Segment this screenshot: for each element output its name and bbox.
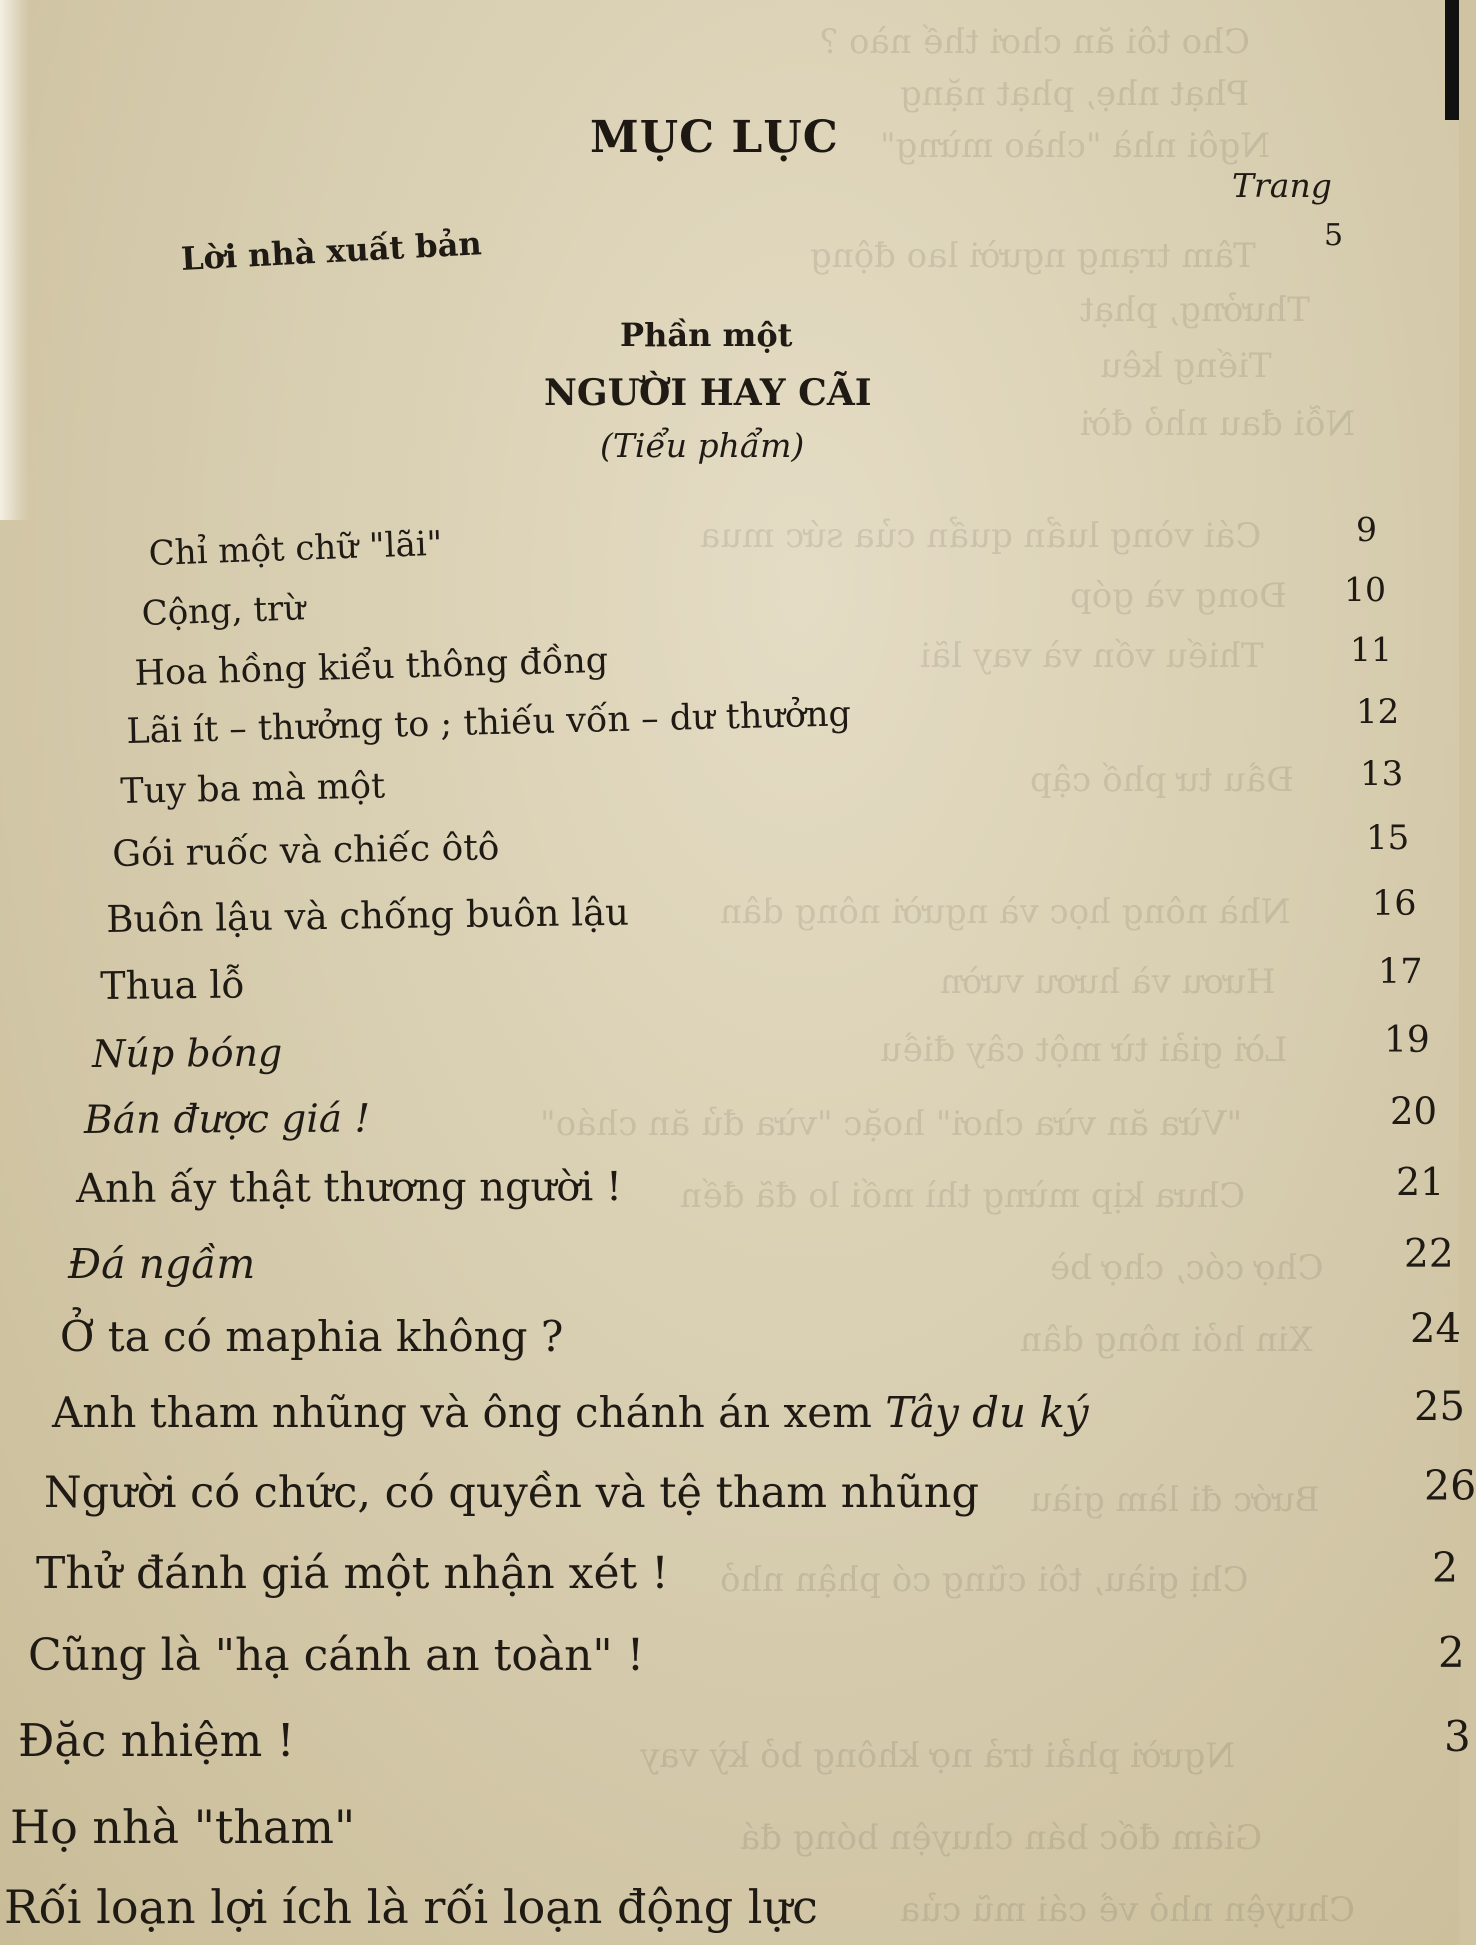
part-title: NGƯỜI HAY CÃI — [544, 372, 872, 414]
toc-entry-title: Anh ấy thật thương người ! — [76, 1164, 623, 1212]
toc-intro-page: 5 — [1324, 218, 1344, 253]
toc-entry-page: 25 — [1414, 1384, 1465, 1430]
bleed-through-text: Tâm trạng người lao động — [810, 236, 1256, 276]
bleed-through-text: Lời giải từ một cây điều — [880, 1030, 1288, 1070]
toc-entry-title: Đá ngầm — [68, 1240, 256, 1288]
bleed-through-text: Đầu tư phố cập — [1030, 760, 1294, 800]
toc-entry-page: 26 — [1424, 1462, 1476, 1510]
toc-entry-title-part: Anh tham nhũng và ông chánh án xem — [52, 1388, 886, 1437]
toc-entry-page: 2 — [1438, 1628, 1465, 1677]
toc-entry-page: 11 — [1350, 630, 1392, 669]
bleed-through-text: Bước đi làm giàu — [1030, 1480, 1320, 1520]
bleed-through-text: "Vừa ăn vừa chơi" hoặc "vừa đủ ăn cháo" — [540, 1104, 1243, 1144]
bleed-through-text: Cho tôi ăn chơi thế nào ? — [820, 22, 1251, 62]
toc-entry-page: 24 — [1410, 1306, 1461, 1352]
toc-entry-title: Bán được giá ! — [84, 1096, 371, 1143]
toc-entry-title — [52, 1388, 1089, 1437]
toc-entry-title: Đặc nhiệm ! — [18, 1714, 295, 1767]
toc-entry-page: 13 — [1360, 754, 1404, 794]
toc-entry-page: 16 — [1372, 884, 1417, 924]
page-column-label: Trang — [1232, 166, 1332, 205]
background-corner — [1445, 0, 1459, 120]
toc-entry-page: 17 — [1378, 952, 1423, 992]
toc-entry-title: Người có chức, có quyền và tệ tham nhũng — [44, 1468, 979, 1518]
toc-entry-title: Họ nhà "tham" — [10, 1800, 356, 1854]
toc-entry-page: 19 — [1384, 1020, 1430, 1061]
toc-entry-page: 10 — [1344, 570, 1386, 609]
toc-entry-title-italic: Tây du ký — [885, 1388, 1089, 1437]
toc-entry-page: 21 — [1396, 1160, 1445, 1204]
bleed-through-text: Xin hỏi nông dân — [1020, 1320, 1313, 1360]
bleed-through-text: Chị giàu, tôi cũng có phận nhỏ — [720, 1560, 1249, 1600]
toc-entry-page: 22 — [1404, 1232, 1454, 1277]
toc-entry-title: Gói ruốc và chiếc ôtô — [112, 827, 500, 875]
bleed-through-text: Nỗi đau nhỏ đời — [1080, 404, 1356, 444]
bleed-through-text: Chuyện nhỏ về cái mũ của — [900, 1890, 1355, 1930]
toc-entry-title: Chỉ một chữ "lãi" — [148, 523, 443, 574]
toc-entry-title: Thử đánh giá một nhận xét ! — [36, 1548, 669, 1599]
bleed-through-text: Nhà nông học và người nông dân — [720, 892, 1291, 932]
toc-entry-page: 2 — [1432, 1544, 1459, 1592]
bleed-through-text: Người phải trả nợ không bỏ kỳ vay — [640, 1736, 1236, 1776]
bleed-through-text: Đong và góp — [1070, 576, 1287, 616]
bleed-through-text: Thưởng, phạt — [1080, 290, 1310, 330]
toc-entry-page: 12 — [1356, 692, 1400, 732]
toc-entry-title: Lãi ít – thưởng to ; thiếu vốn – dư thưởng — [126, 694, 852, 752]
bleed-through-text: Tiếng kêu — [1100, 346, 1272, 386]
page-title: MỤC LỤC — [590, 112, 839, 163]
toc-entry-title: Buôn lậu và chống buôn lậu — [106, 890, 630, 941]
toc-entry-title: Cũng là "hạ cánh an toàn" ! — [28, 1630, 645, 1681]
toc-entry-title: Thua lỗ — [100, 962, 245, 1008]
bleed-through-text: Phạt nhẹ, phạt nặng — [900, 74, 1250, 114]
bleed-through-text: Cái vòng luẩn quẩn của sức mua — [700, 516, 1262, 556]
toc-intro-title: Lời nhà xuất bản — [180, 224, 483, 278]
toc-entry-title: Hoa hồng kiểu thông đồng — [134, 640, 609, 694]
toc-entry-title: Tuy ba mà một — [120, 766, 386, 812]
toc-entry-page: 20 — [1390, 1090, 1438, 1133]
bleed-through-text: Hươu và hươu vườn — [940, 962, 1276, 1002]
part-label: Phần một — [620, 316, 793, 354]
bleed-through-text: Ngôi nhà "chào mừng" — [880, 126, 1271, 166]
toc-entry-title: Núp bóng — [92, 1030, 283, 1076]
bleed-through-text: Chưa kịp mừng thì mối lo đã đến — [680, 1176, 1246, 1216]
bleed-through-text: Chợ cóc, chợ bè — [1050, 1248, 1324, 1288]
part-subtitle: (Tiểu phẩm) — [600, 426, 805, 465]
toc-entry-page: 9 — [1356, 510, 1377, 549]
toc-entry-title: Rối loạn lợi ích là rối loạn động lực — [4, 1880, 818, 1934]
bleed-through-text: Giám đốc bán chuyện bóng đá — [740, 1818, 1263, 1858]
bleed-through-text: Thiếu vốn và vay lãi — [920, 636, 1264, 676]
toc-entry-page: 15 — [1366, 818, 1410, 858]
page-edge — [0, 0, 30, 520]
toc-entry-title: Cộng, trừ — [141, 588, 306, 634]
toc-entry-title: Ở ta có maphia không ? — [60, 1312, 564, 1361]
toc-entry-page: 3 — [1444, 1712, 1471, 1761]
